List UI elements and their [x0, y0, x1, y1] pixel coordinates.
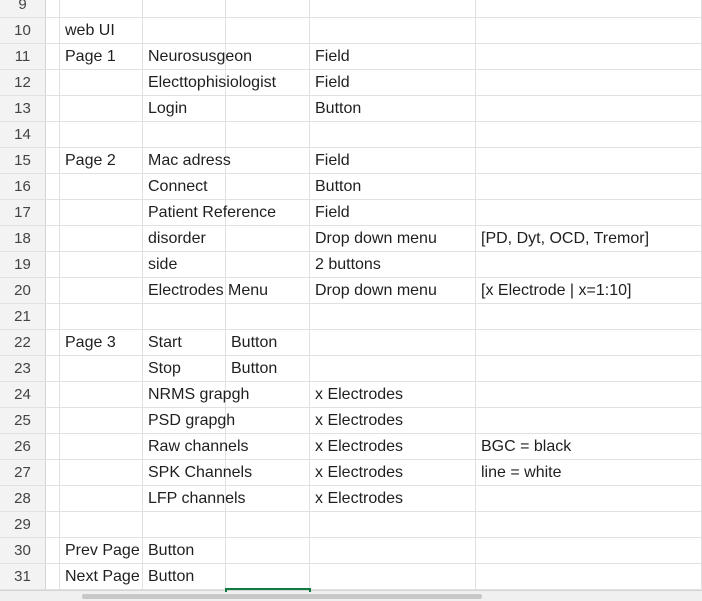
- cell[interactable]: Page 3: [60, 330, 143, 356]
- cell[interactable]: SPK Channels: [143, 460, 226, 486]
- cell[interactable]: [x Electrode | x=1:10]: [476, 278, 702, 304]
- cell[interactable]: [143, 18, 226, 44]
- row-header[interactable]: 19: [0, 252, 46, 278]
- cell[interactable]: Connect: [143, 174, 226, 200]
- row-header[interactable]: 28: [0, 486, 46, 512]
- cell[interactable]: [46, 460, 60, 486]
- sheet-row: [0, 512, 702, 538]
- cell[interactable]: [60, 252, 143, 278]
- cell[interactable]: [310, 304, 476, 330]
- sheet-row: [0, 434, 702, 460]
- cell[interactable]: [46, 122, 60, 148]
- cell[interactable]: [226, 122, 310, 148]
- cell[interactable]: [310, 18, 476, 44]
- cell[interactable]: Field: [310, 200, 476, 226]
- cell[interactable]: [476, 174, 702, 200]
- cell[interactable]: [143, 122, 226, 148]
- row-header[interactable]: 14: [0, 122, 46, 148]
- sheet-row: [0, 538, 702, 564]
- cell[interactable]: [60, 304, 143, 330]
- cell[interactable]: [226, 460, 310, 486]
- row-header[interactable]: 26: [0, 434, 46, 460]
- cell[interactable]: Page 2: [60, 148, 143, 174]
- cell[interactable]: LFP channels: [143, 486, 226, 512]
- sheet-row: [0, 174, 702, 200]
- cell[interactable]: [60, 278, 143, 304]
- cell[interactable]: [476, 564, 702, 590]
- cell[interactable]: [60, 174, 143, 200]
- cell[interactable]: [60, 0, 143, 18]
- cell[interactable]: [46, 538, 60, 564]
- cell[interactable]: [226, 304, 310, 330]
- active-cell-selection: [225, 588, 311, 592]
- cell[interactable]: [476, 252, 702, 278]
- cell[interactable]: [476, 512, 702, 538]
- cell[interactable]: [60, 356, 143, 382]
- cell[interactable]: [46, 356, 60, 382]
- cell[interactable]: [60, 460, 143, 486]
- cell[interactable]: Electrodes Menu: [143, 278, 226, 304]
- cell[interactable]: side: [143, 252, 226, 278]
- cell[interactable]: [476, 70, 702, 96]
- row-header[interactable]: 25: [0, 408, 46, 434]
- cell[interactable]: [226, 96, 310, 122]
- cell[interactable]: [46, 200, 60, 226]
- cell[interactable]: [226, 226, 310, 252]
- cell[interactable]: Field: [310, 148, 476, 174]
- cell[interactable]: [310, 512, 476, 538]
- cell[interactable]: [46, 0, 60, 18]
- cell[interactable]: PSD grapgh: [143, 408, 226, 434]
- cell[interactable]: Next Page: [60, 564, 143, 590]
- cell[interactable]: x Electrodes: [310, 460, 476, 486]
- cell[interactable]: [46, 44, 60, 70]
- cell[interactable]: [310, 122, 476, 148]
- row-header[interactable]: 23: [0, 356, 46, 382]
- cell[interactable]: [226, 252, 310, 278]
- row-header[interactable]: 30: [0, 538, 46, 564]
- row-header[interactable]: 10: [0, 18, 46, 44]
- cell[interactable]: [476, 200, 702, 226]
- sheet-row: [0, 44, 702, 70]
- cell[interactable]: Electtophisiologist: [143, 70, 226, 96]
- cell[interactable]: x Electrodes: [310, 486, 476, 512]
- cell[interactable]: Neurosusgeon: [143, 44, 226, 70]
- cell[interactable]: Button: [143, 538, 226, 564]
- cell[interactable]: Button: [310, 174, 476, 200]
- sheet-row: [0, 460, 702, 486]
- cell[interactable]: [226, 434, 310, 460]
- cell[interactable]: [476, 486, 702, 512]
- sheet-row: [0, 486, 702, 512]
- sheet-row: [0, 226, 702, 252]
- cell[interactable]: [46, 252, 60, 278]
- cell[interactable]: [60, 512, 143, 538]
- cell[interactable]: Button: [226, 330, 310, 356]
- cell[interactable]: x Electrodes: [310, 382, 476, 408]
- cell[interactable]: [476, 408, 702, 434]
- cell[interactable]: [143, 0, 226, 18]
- cell[interactable]: Page 1: [60, 44, 143, 70]
- cell[interactable]: Patient Reference: [143, 200, 226, 226]
- row-header[interactable]: 11: [0, 44, 46, 70]
- cell[interactable]: Login: [143, 96, 226, 122]
- sheet-row: [0, 278, 702, 304]
- cell[interactable]: Prev Page: [60, 538, 143, 564]
- cell[interactable]: [226, 408, 310, 434]
- cell[interactable]: [46, 226, 60, 252]
- row-header[interactable]: 13: [0, 96, 46, 122]
- cell[interactable]: Stop: [143, 356, 226, 382]
- cell[interactable]: [143, 304, 226, 330]
- cell[interactable]: [46, 434, 60, 460]
- cell[interactable]: [60, 70, 143, 96]
- cell[interactable]: [60, 434, 143, 460]
- cell[interactable]: x Electrodes: [310, 434, 476, 460]
- row-header[interactable]: 20: [0, 278, 46, 304]
- cell[interactable]: [476, 330, 702, 356]
- cell[interactable]: [226, 538, 310, 564]
- cell[interactable]: [476, 0, 702, 18]
- cell[interactable]: [46, 408, 60, 434]
- horizontal-scrollbar[interactable]: [0, 590, 702, 601]
- sheet-row: [0, 200, 702, 226]
- row-header[interactable]: 16: [0, 174, 46, 200]
- cell[interactable]: [226, 486, 310, 512]
- sheet-row: [0, 304, 702, 330]
- cell[interactable]: [46, 512, 60, 538]
- cell[interactable]: [476, 44, 702, 70]
- cell[interactable]: [476, 382, 702, 408]
- row-header[interactable]: 22: [0, 330, 46, 356]
- cell[interactable]: [226, 174, 310, 200]
- row-header[interactable]: 29: [0, 512, 46, 538]
- cell[interactable]: [46, 278, 60, 304]
- cell[interactable]: Button: [310, 96, 476, 122]
- sheet-row: [0, 0, 702, 18]
- cell[interactable]: [60, 96, 143, 122]
- cell[interactable]: [226, 70, 310, 96]
- cell[interactable]: [310, 538, 476, 564]
- cell[interactable]: Field: [310, 70, 476, 96]
- cell[interactable]: [476, 304, 702, 330]
- cell[interactable]: [46, 174, 60, 200]
- row-header[interactable]: 21: [0, 304, 46, 330]
- cell[interactable]: [226, 382, 310, 408]
- cell[interactable]: [476, 18, 702, 44]
- row-header[interactable]: 18: [0, 226, 46, 252]
- sheet-row: [0, 70, 702, 96]
- cell[interactable]: [60, 226, 143, 252]
- cell[interactable]: [310, 356, 476, 382]
- cell[interactable]: 2 buttons: [310, 252, 476, 278]
- cell[interactable]: Start: [143, 330, 226, 356]
- cell[interactable]: [46, 18, 60, 44]
- sheet-row: [0, 382, 702, 408]
- cell[interactable]: [46, 486, 60, 512]
- cell[interactable]: [226, 512, 310, 538]
- cell[interactable]: line = white: [476, 460, 702, 486]
- cell[interactable]: Field: [310, 44, 476, 70]
- cell[interactable]: [226, 278, 310, 304]
- cell[interactable]: [PD, Dyt, OCD, Tremor]: [476, 226, 702, 252]
- cell[interactable]: [46, 564, 60, 590]
- cell[interactable]: [60, 200, 143, 226]
- cell[interactable]: Raw channels: [143, 434, 226, 460]
- sheet-row: [0, 356, 702, 382]
- sheet-row: [0, 564, 702, 590]
- cell[interactable]: [310, 564, 476, 590]
- cell[interactable]: [60, 408, 143, 434]
- cell[interactable]: [476, 538, 702, 564]
- sheet-row: [0, 96, 702, 122]
- cell[interactable]: Drop down menu: [310, 226, 476, 252]
- row-header[interactable]: 9: [0, 0, 46, 18]
- cell[interactable]: [310, 0, 476, 18]
- cell[interactable]: Drop down menu: [310, 278, 476, 304]
- cell[interactable]: x Electrodes: [310, 408, 476, 434]
- cell[interactable]: BGC = black: [476, 434, 702, 460]
- cell[interactable]: disorder: [143, 226, 226, 252]
- cell[interactable]: [226, 200, 310, 226]
- cell[interactable]: [60, 486, 143, 512]
- cell[interactable]: web UI: [60, 18, 143, 44]
- cell[interactable]: [226, 148, 310, 174]
- cell[interactable]: [46, 382, 60, 408]
- sheet-row: [0, 122, 702, 148]
- cell[interactable]: [143, 512, 226, 538]
- cell[interactable]: Button: [143, 564, 226, 590]
- cell[interactable]: [476, 96, 702, 122]
- sheet-row: [0, 148, 702, 174]
- cell[interactable]: [226, 44, 310, 70]
- cell[interactable]: [476, 356, 702, 382]
- row-header[interactable]: 24: [0, 382, 46, 408]
- sheet-row: [0, 330, 702, 356]
- cell[interactable]: [310, 330, 476, 356]
- row-header[interactable]: 12: [0, 70, 46, 96]
- row-header[interactable]: 31: [0, 564, 46, 590]
- cell[interactable]: [46, 330, 60, 356]
- scrollbar-thumb[interactable]: [82, 594, 482, 599]
- cell[interactable]: Mac adress: [143, 148, 226, 174]
- cell[interactable]: [476, 148, 702, 174]
- cell[interactable]: NRMS grapgh: [143, 382, 226, 408]
- sheet-row: [0, 408, 702, 434]
- sheet-row: [0, 18, 702, 44]
- cell[interactable]: [46, 96, 60, 122]
- cell[interactable]: [476, 122, 702, 148]
- cell[interactable]: [60, 122, 143, 148]
- cell[interactable]: [46, 304, 60, 330]
- cell[interactable]: [226, 0, 310, 18]
- cell[interactable]: [60, 382, 143, 408]
- row-header[interactable]: 27: [0, 460, 46, 486]
- row-header[interactable]: 17: [0, 200, 46, 226]
- cell[interactable]: [226, 18, 310, 44]
- cell[interactable]: [46, 148, 60, 174]
- cell[interactable]: [226, 564, 310, 590]
- cell[interactable]: [46, 70, 60, 96]
- cell[interactable]: Button: [226, 356, 310, 382]
- row-header[interactable]: 15: [0, 148, 46, 174]
- sheet-row: [0, 252, 702, 278]
